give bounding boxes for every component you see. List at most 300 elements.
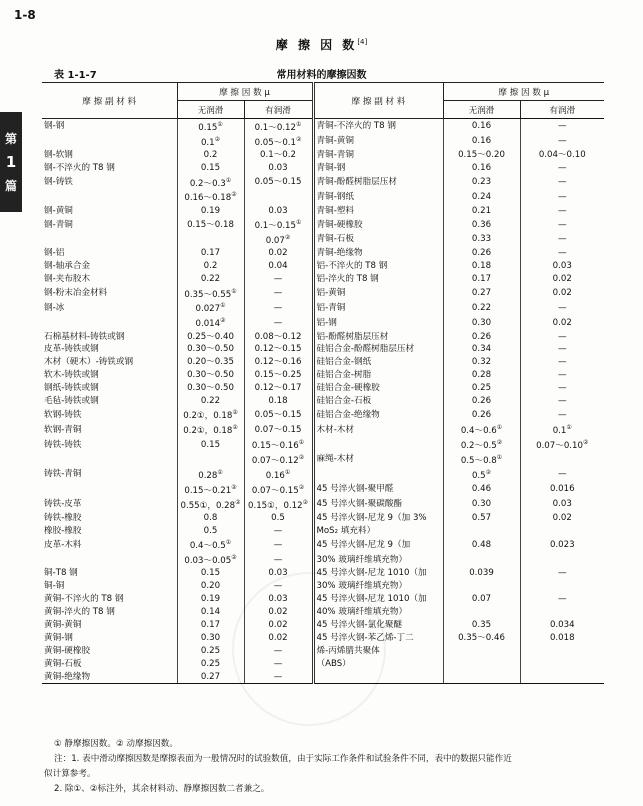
cell-lub-right — [520, 217, 604, 232]
table-row — [42, 330, 604, 343]
cell-value: 0.28 — [471, 370, 492, 381]
cell-footnote-mark: ① — [231, 287, 237, 295]
cell-lub-left — [244, 422, 313, 437]
cell-value: 0.16 — [471, 163, 492, 174]
cell-value: 青铜-黄铜 — [316, 136, 354, 147]
cell-material-right — [313, 300, 443, 315]
table-row — [42, 204, 604, 217]
cell-material-left — [42, 437, 177, 452]
cell-value: 钢-夹布胶木 — [44, 274, 91, 285]
cell-dry-right — [443, 162, 520, 175]
cell-value: 45 号淬火钢-聚碳酸酯 — [316, 499, 403, 509]
cell-value: 0.02 — [552, 274, 572, 285]
cell-value: 0.15①，0.12 — [248, 500, 303, 511]
cell-value: — — [273, 671, 283, 682]
cell-dry-right — [443, 247, 520, 260]
cell-value: 0.03 — [552, 261, 572, 272]
cell-value: 0.12～0.15 — [254, 344, 302, 355]
cell-value: 铝-钢 — [316, 317, 337, 328]
cell-dry-left — [177, 467, 244, 482]
cell-material-right — [313, 670, 443, 683]
cell-value: 0.27 — [200, 671, 221, 682]
cell-value: 0.02 — [268, 607, 288, 618]
cell-value: 硅铝合金-绝缘物 — [316, 409, 380, 420]
cell-lub-right — [520, 631, 604, 644]
cell-lub-left — [244, 524, 313, 537]
cell-dry-left — [177, 119, 244, 134]
cell-lub-left — [244, 593, 313, 606]
cell-value: 硅铝合金-树脂 — [316, 370, 372, 381]
cell-value: 0.03～0.05 — [184, 555, 232, 566]
cell-value: 0.5 — [271, 512, 285, 523]
cell-material-left — [42, 482, 177, 497]
table-notes — [44, 737, 609, 797]
cell-value: — — [273, 581, 283, 592]
cell-material-left — [42, 204, 177, 217]
table-number: 表 1-1-7 — [54, 70, 97, 81]
table-row — [42, 356, 604, 369]
cell-value: 青铜-钢 — [316, 163, 346, 174]
cell-value: — — [557, 594, 567, 605]
cell-value: 0.016 — [549, 484, 575, 495]
cell-value: 0.07～0.15 — [251, 485, 299, 496]
cell-value: 0.03 — [268, 163, 288, 174]
cell-material-left — [42, 422, 177, 437]
cell-value: 0.15 — [200, 163, 221, 174]
side-tab-number: 1 — [5, 153, 17, 171]
cell-dry-left — [177, 356, 244, 369]
cell-value: — — [557, 344, 567, 355]
cell-value: 0.20 — [200, 581, 221, 592]
cell-value: — — [557, 176, 567, 187]
table-row — [42, 524, 604, 537]
table-row — [42, 422, 604, 437]
cell-material-left — [42, 407, 177, 422]
table-row — [42, 452, 604, 467]
cell-material-right — [313, 552, 443, 567]
cell-value: 45 号淬火钢-尼龙 1010（加 — [316, 594, 427, 605]
cell-dry-right — [443, 537, 520, 552]
cell-value: 0.17 — [471, 274, 492, 285]
cell-dry-left — [177, 670, 244, 683]
cell-value: 钢-黄铜 — [44, 205, 73, 216]
cell-footnote-mark: ② — [298, 483, 305, 491]
cell-value: 0.30～0.50 — [187, 383, 234, 394]
cell-dry-right — [443, 330, 520, 343]
cell-value: 30% 玻璃纤维填充物） — [316, 554, 408, 565]
cell-value: 0.03 — [268, 205, 288, 216]
cell-lub-left — [244, 369, 313, 382]
cell-material-right — [313, 524, 443, 537]
cell-value: 0.02 — [552, 512, 572, 523]
cell-value: 0.32 — [471, 357, 492, 368]
table-row — [42, 162, 604, 175]
cell-lub-left — [244, 300, 313, 315]
cell-material-left — [42, 619, 177, 632]
cell-dry-left — [177, 395, 244, 408]
cell-lub-right — [520, 580, 604, 593]
cell-value: 0.12～0.16 — [254, 357, 302, 368]
cell-material-left — [42, 537, 177, 552]
cell-value: 青铜-酚醛树脂层压材 — [316, 176, 397, 187]
cell-lub-right — [520, 606, 604, 619]
cell-value: 黄铜-绝缘物 — [44, 671, 91, 682]
cell-dry-left — [177, 511, 244, 524]
cell-footnote-mark: ① — [496, 424, 503, 432]
cell-material-right — [313, 330, 443, 343]
cell-value: 0.33 — [471, 234, 492, 245]
header-coef-left: 摩 擦 因 数 μ — [177, 83, 313, 101]
cell-value: 硅铝合金-石板 — [316, 395, 372, 406]
cell-lub-right — [520, 343, 604, 356]
cell-material-right — [313, 356, 443, 369]
cell-material-right — [313, 162, 443, 175]
table-row — [42, 315, 604, 330]
cell-value: — — [557, 370, 567, 381]
cell-material-left — [42, 467, 177, 482]
cell-value: 0.27 — [471, 287, 492, 298]
cell-dry-right — [443, 452, 520, 467]
cell-value: （ABS） — [316, 658, 351, 669]
cell-lub-left — [244, 631, 313, 644]
table-row — [42, 567, 604, 580]
cell-lub-right — [520, 524, 604, 537]
header-dry-right: 无润滑 — [443, 101, 520, 119]
cell-material-left — [42, 330, 177, 343]
cell-material-left — [42, 175, 177, 190]
note-line: 注：1. 表中滑动摩擦因数是摩擦表面为一般情况时的试验数值，由于实际工作条件和试验条件不同，表中的数据只能作近 — [54, 754, 512, 764]
cell-value: — — [557, 163, 567, 174]
cell-value: 0.02 — [552, 287, 572, 298]
cell-lub-left — [244, 175, 313, 190]
cell-value: 0.30～0.50 — [187, 344, 234, 355]
cell-footnote-mark: ① — [496, 454, 503, 461]
cell-footnote-mark: ② — [220, 317, 226, 325]
cell-lub-right — [520, 422, 604, 437]
cell-lub-left — [244, 260, 313, 273]
cell-lub-left — [244, 619, 313, 632]
cell-value: 0.16～0.18 — [184, 193, 232, 204]
cell-value: 0.22 — [471, 302, 492, 313]
cell-material-left — [42, 497, 177, 512]
table-row — [42, 343, 604, 356]
cell-material-left — [42, 273, 177, 286]
cell-material-left — [42, 232, 177, 247]
cell-value: 黄铜-不淬火的 T8 钢 — [44, 594, 124, 605]
cell-value: 硅铝合金-硬橡胶 — [316, 383, 380, 394]
cell-lub-right — [520, 175, 604, 190]
cell-value: — — [557, 219, 567, 230]
cell-value: 钢-粉末冶金材料 — [44, 287, 108, 298]
cell-dry-right — [443, 407, 520, 422]
cell-value: 0.1 — [200, 137, 215, 148]
cell-lub-right — [520, 134, 604, 149]
cell-lub-right — [520, 162, 604, 175]
cell-value: — — [273, 317, 283, 328]
cell-value: 0.20～0.35 — [187, 357, 234, 368]
cell-value: — — [557, 568, 567, 579]
cell-value: 0.4～0.6 — [460, 426, 497, 437]
cell-lub-right — [520, 567, 604, 580]
cell-value: 0.30 — [471, 317, 492, 328]
cell-material-left — [42, 162, 177, 175]
cell-value: 0.25 — [200, 658, 221, 669]
cell-value: 钢-软钢 — [44, 150, 73, 161]
cell-value: 0.30 — [200, 632, 221, 643]
cell-value: 铝-青铜 — [316, 302, 346, 313]
cell-value: — — [273, 645, 283, 656]
cell-material-right — [313, 497, 443, 512]
cell-lub-right — [520, 511, 604, 524]
cell-value: 0.08～0.12 — [254, 331, 302, 342]
cell-dry-right — [443, 606, 520, 619]
cell-value: 黄铜-淬火的 T8 钢 — [44, 607, 115, 618]
cell-material-left — [42, 286, 177, 301]
cell-dry-right — [443, 593, 520, 606]
cell-value: 0.15～0.20 — [458, 150, 505, 161]
cell-material-right — [313, 644, 443, 657]
cell-value: 黄铜-黄铜 — [44, 619, 82, 630]
cell-lub-right — [520, 286, 604, 301]
cell-value: 0.22 — [200, 274, 221, 285]
cell-footnote-mark: ② — [302, 498, 308, 506]
cell-material-left — [42, 343, 177, 356]
cell-footnote-mark: ② — [232, 409, 238, 417]
cell-material-right — [313, 369, 443, 382]
cell-dry-right — [443, 119, 520, 134]
cell-dry-right — [443, 631, 520, 644]
cell-lub-right — [520, 382, 604, 395]
cell-lub-left — [244, 511, 313, 524]
cell-value: 0.24 — [471, 191, 492, 202]
cell-value: 铝-酚醛树脂层压材 — [316, 331, 389, 342]
cell-lub-left — [244, 204, 313, 217]
cell-dry-right — [443, 482, 520, 497]
cell-value: — — [557, 357, 567, 368]
cell-footnote-mark: ② — [496, 439, 503, 447]
cell-value: 0.15 — [200, 568, 221, 579]
cell-lub-left — [244, 343, 313, 356]
cell-value: 皮革-木料 — [44, 539, 82, 550]
cell-lub-left — [244, 382, 313, 395]
table-row — [42, 482, 604, 497]
cell-dry-right — [443, 657, 520, 670]
cell-material-left — [42, 189, 177, 204]
cell-footnote-mark: ① — [296, 219, 302, 227]
cell-material-left — [42, 567, 177, 580]
cell-value: 钢-铸铁 — [44, 176, 73, 187]
cell-value: 0.17 — [200, 619, 221, 630]
cell-lub-right — [520, 552, 604, 567]
cell-material-right — [313, 247, 443, 260]
cell-lub-left — [244, 232, 313, 247]
cell-value: 木材-木材 — [316, 424, 354, 435]
cell-lub-right — [520, 644, 604, 657]
cell-dry-left — [177, 260, 244, 273]
cell-material-right — [313, 204, 443, 217]
cell-footnote-mark: ① — [220, 302, 226, 310]
cell-footnote-mark: ② — [231, 191, 237, 199]
cell-value: 铸铁-青铜 — [44, 469, 82, 480]
table-row — [42, 593, 604, 606]
cell-dry-right — [443, 343, 520, 356]
cell-dry-right — [443, 467, 520, 482]
cell-dry-right — [443, 552, 520, 567]
cell-value: 0.1 — [552, 426, 567, 437]
cell-value: 软钢-铸铁 — [44, 409, 82, 420]
cell-material-right — [313, 382, 443, 395]
cell-dry-right — [443, 497, 520, 512]
cell-value: 0.2①，0.18 — [183, 411, 233, 422]
cell-value: 烯-丙烯腈共聚体 — [316, 645, 380, 656]
cell-dry-left — [177, 606, 244, 619]
cell-value: — — [557, 331, 567, 342]
cell-lub-right — [520, 452, 604, 467]
cell-value: — — [557, 469, 567, 480]
cell-value: 铝-不淬火的 T8 钢 — [316, 261, 388, 272]
note-line: ① 静摩擦因数。② 动摩擦因数。 — [54, 739, 178, 749]
cell-material-right — [313, 217, 443, 232]
cell-value: 铝-淬火的 T8 钢 — [316, 274, 379, 285]
cell-value: 0.02 — [268, 632, 288, 643]
cell-value: 0.07 — [471, 594, 492, 605]
cell-value: 铜-铜 — [44, 581, 65, 592]
cell-value: 45 号淬火钢-尼龙 9（加 — [316, 539, 411, 550]
cell-value: 0.57 — [471, 512, 492, 523]
header-lub-left: 有润滑 — [244, 101, 313, 119]
cell-value: 青铜-塑料 — [316, 205, 354, 216]
table-row — [42, 273, 604, 286]
cell-dry-left — [177, 315, 244, 330]
cell-value: 0.2～0.3 — [189, 178, 226, 189]
cell-dry-right — [443, 437, 520, 452]
cell-value: 30% 玻璃纤维填充物） — [316, 581, 408, 592]
cell-material-right — [313, 134, 443, 149]
cell-value: 0.05～0.15 — [254, 176, 302, 187]
cell-value: 硅铝合金-酚醛树脂层压材 — [316, 344, 415, 355]
cell-lub-left — [244, 273, 313, 286]
cell-lub-right — [520, 273, 604, 286]
table-row — [42, 552, 604, 567]
cell-value: 0.15 — [200, 439, 221, 450]
cell-value: 0.014 — [195, 319, 221, 330]
cell-value: 0.15～0.21 — [184, 485, 232, 496]
cell-lub-left — [244, 407, 313, 422]
cell-lub-right — [520, 619, 604, 632]
cell-lub-left — [244, 657, 313, 670]
cell-dry-left — [177, 134, 244, 149]
cell-dry-left — [177, 343, 244, 356]
cell-value: — — [557, 205, 567, 216]
cell-material-right — [313, 580, 443, 593]
cell-material-right — [313, 619, 443, 632]
table-row — [42, 537, 604, 552]
cell-dry-right — [443, 175, 520, 190]
cell-value: 0.19 — [200, 594, 221, 605]
cell-material-left — [42, 369, 177, 382]
cell-lub-right — [520, 247, 604, 260]
cell-material-right — [313, 482, 443, 497]
cell-value: 0.16 — [265, 470, 285, 481]
cell-dry-left — [177, 247, 244, 260]
cell-dry-left — [177, 580, 244, 593]
cell-value: 0.034 — [549, 619, 575, 630]
cell-footnote-mark: ① — [296, 121, 302, 128]
cell-value: 0.2 — [203, 261, 218, 272]
cell-lub-left — [244, 247, 313, 260]
cell-lub-left — [244, 395, 313, 408]
cell-material-left — [42, 260, 177, 273]
cell-lub-left — [244, 119, 313, 134]
section-title-text: 摩 擦 因 数 — [275, 38, 358, 52]
table-row — [42, 232, 604, 247]
cell-footnote-mark: ① — [284, 468, 291, 476]
header-coef-right: 摩 擦 因 数 μ — [443, 83, 604, 101]
cell-dry-left — [177, 407, 244, 422]
cell-value: 0.1～0.15 — [254, 220, 296, 231]
cell-lub-right — [520, 369, 604, 382]
cell-value: 0.35～0.46 — [458, 632, 505, 643]
cell-dry-left — [177, 437, 244, 452]
cell-value: 0.26 — [471, 331, 492, 342]
cell-value: 0.027 — [195, 304, 221, 315]
cell-value: 铸铁-橡胶 — [44, 512, 82, 523]
cell-material-left — [42, 511, 177, 524]
cell-material-left — [42, 247, 177, 260]
cell-lub-right — [520, 670, 604, 683]
cell-value: 0.039 — [469, 568, 494, 579]
cell-footnote-mark: ① — [298, 439, 305, 447]
cell-dry-right — [443, 644, 520, 657]
cell-value: 0.18 — [471, 261, 492, 272]
chapter-side-tab — [0, 112, 22, 212]
cell-material-right — [313, 422, 443, 437]
cell-material-right — [313, 452, 443, 467]
cell-value: — — [557, 121, 567, 132]
cell-material-left — [42, 395, 177, 408]
cell-value: 0.07～0.10 — [536, 441, 583, 451]
cell-value: 0.25 — [471, 383, 492, 394]
cell-value: 0.02 — [552, 317, 572, 328]
cell-value: 0.03 — [268, 594, 288, 605]
cell-material-left — [42, 217, 177, 232]
cell-dry-left — [177, 657, 244, 670]
cell-dry-right — [443, 511, 520, 524]
cell-material-right — [313, 343, 443, 356]
cell-dry-right — [443, 217, 520, 232]
cell-value: — — [273, 302, 283, 313]
cell-value: 45 号淬火钢-聚甲醛 — [316, 484, 394, 495]
cell-value: 麻绳-木材 — [316, 454, 354, 465]
cell-value: 0.30 — [471, 499, 492, 509]
cell-material-right — [313, 567, 443, 580]
cell-value: 毛毡-铸铁或钢 — [44, 395, 99, 406]
cell-dry-left — [177, 482, 244, 497]
cell-value: 0.22 — [200, 395, 221, 406]
cell-value: 0.36 — [471, 219, 492, 230]
table-row — [42, 395, 604, 408]
cell-dry-left — [177, 524, 244, 537]
cell-footnote-mark: ① — [225, 539, 232, 547]
cell-value: 0.55①，0.28 — [180, 500, 236, 511]
cell-value: — — [557, 302, 567, 313]
cell-dry-right — [443, 149, 520, 162]
cell-material-right — [313, 232, 443, 247]
table-row — [42, 407, 604, 422]
table-row — [42, 619, 604, 632]
cell-material-left — [42, 606, 177, 619]
table-row — [42, 119, 604, 134]
